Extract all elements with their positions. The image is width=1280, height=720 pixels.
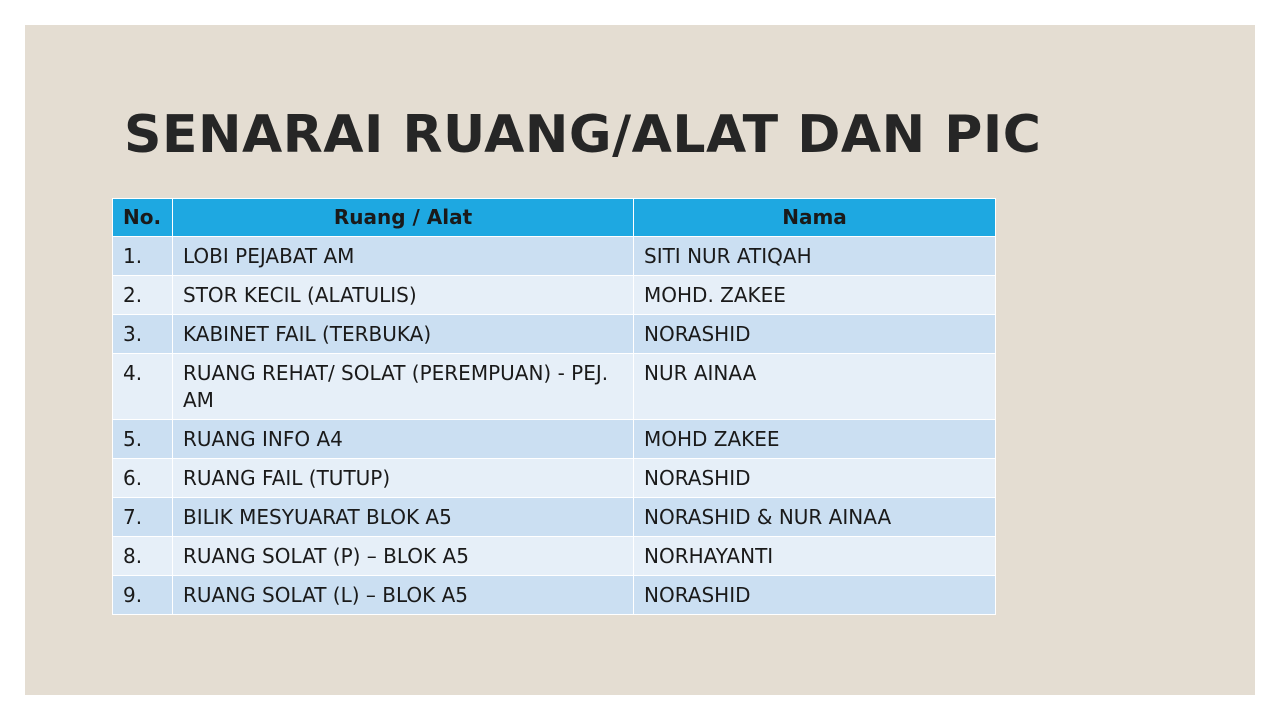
cell-ruang: RUANG SOLAT (L) – BLOK A5 — [173, 576, 634, 615]
table-row — [113, 420, 996, 459]
table-header-row — [113, 199, 996, 237]
cell-no: 8. — [113, 537, 173, 576]
cell-nama: SITI NUR ATIQAH — [634, 237, 996, 276]
cell-no: 9. — [113, 576, 173, 615]
cell-nama: MOHD ZAKEE — [634, 420, 996, 459]
header-no: No. — [113, 199, 173, 237]
cell-ruang: RUANG SOLAT (P) – BLOK A5 — [173, 537, 634, 576]
table-row — [113, 315, 996, 354]
cell-no: 4. — [113, 354, 173, 420]
slide — [25, 25, 1255, 695]
cell-nama: MOHD. ZAKEE — [634, 276, 996, 315]
cell-nama: NORASHID — [634, 459, 996, 498]
cell-nama: NORASHID — [634, 315, 996, 354]
cell-nama: NORASHID & NUR AINAA — [634, 498, 996, 537]
table-row — [113, 459, 996, 498]
cell-nama: NORHAYANTI — [634, 537, 996, 576]
header-nama: Nama — [634, 199, 996, 237]
slide-title: SENARAI RUANG/ALAT DAN PIC — [124, 105, 1042, 165]
cell-no: 5. — [113, 420, 173, 459]
cell-ruang: BILIK MESYUARAT BLOK A5 — [173, 498, 634, 537]
cell-no: 6. — [113, 459, 173, 498]
table-row — [113, 276, 996, 315]
cell-no: 3. — [113, 315, 173, 354]
cell-no: 1. — [113, 237, 173, 276]
table-row — [113, 237, 996, 276]
cell-ruang: RUANG REHAT/ SOLAT (PEREMPUAN) - PEJ. AM — [173, 354, 634, 420]
cell-ruang: RUANG INFO A4 — [173, 420, 634, 459]
table-row — [113, 498, 996, 537]
cell-ruang: STOR KECIL (ALATULIS) — [173, 276, 634, 315]
table-row — [113, 576, 996, 615]
table-header — [113, 199, 996, 237]
pic-table — [112, 198, 996, 615]
header-ruang-alat: Ruang / Alat — [173, 199, 634, 237]
cell-no: 7. — [113, 498, 173, 537]
table-row — [113, 537, 996, 576]
cell-ruang: LOBI PEJABAT AM — [173, 237, 634, 276]
table-body — [113, 237, 996, 615]
cell-nama: NUR AINAA — [634, 354, 996, 420]
cell-ruang: KABINET FAIL (TERBUKA) — [173, 315, 634, 354]
table-row — [113, 354, 996, 420]
cell-nama: NORASHID — [634, 576, 996, 615]
cell-ruang: RUANG FAIL (TUTUP) — [173, 459, 634, 498]
cell-no: 2. — [113, 276, 173, 315]
